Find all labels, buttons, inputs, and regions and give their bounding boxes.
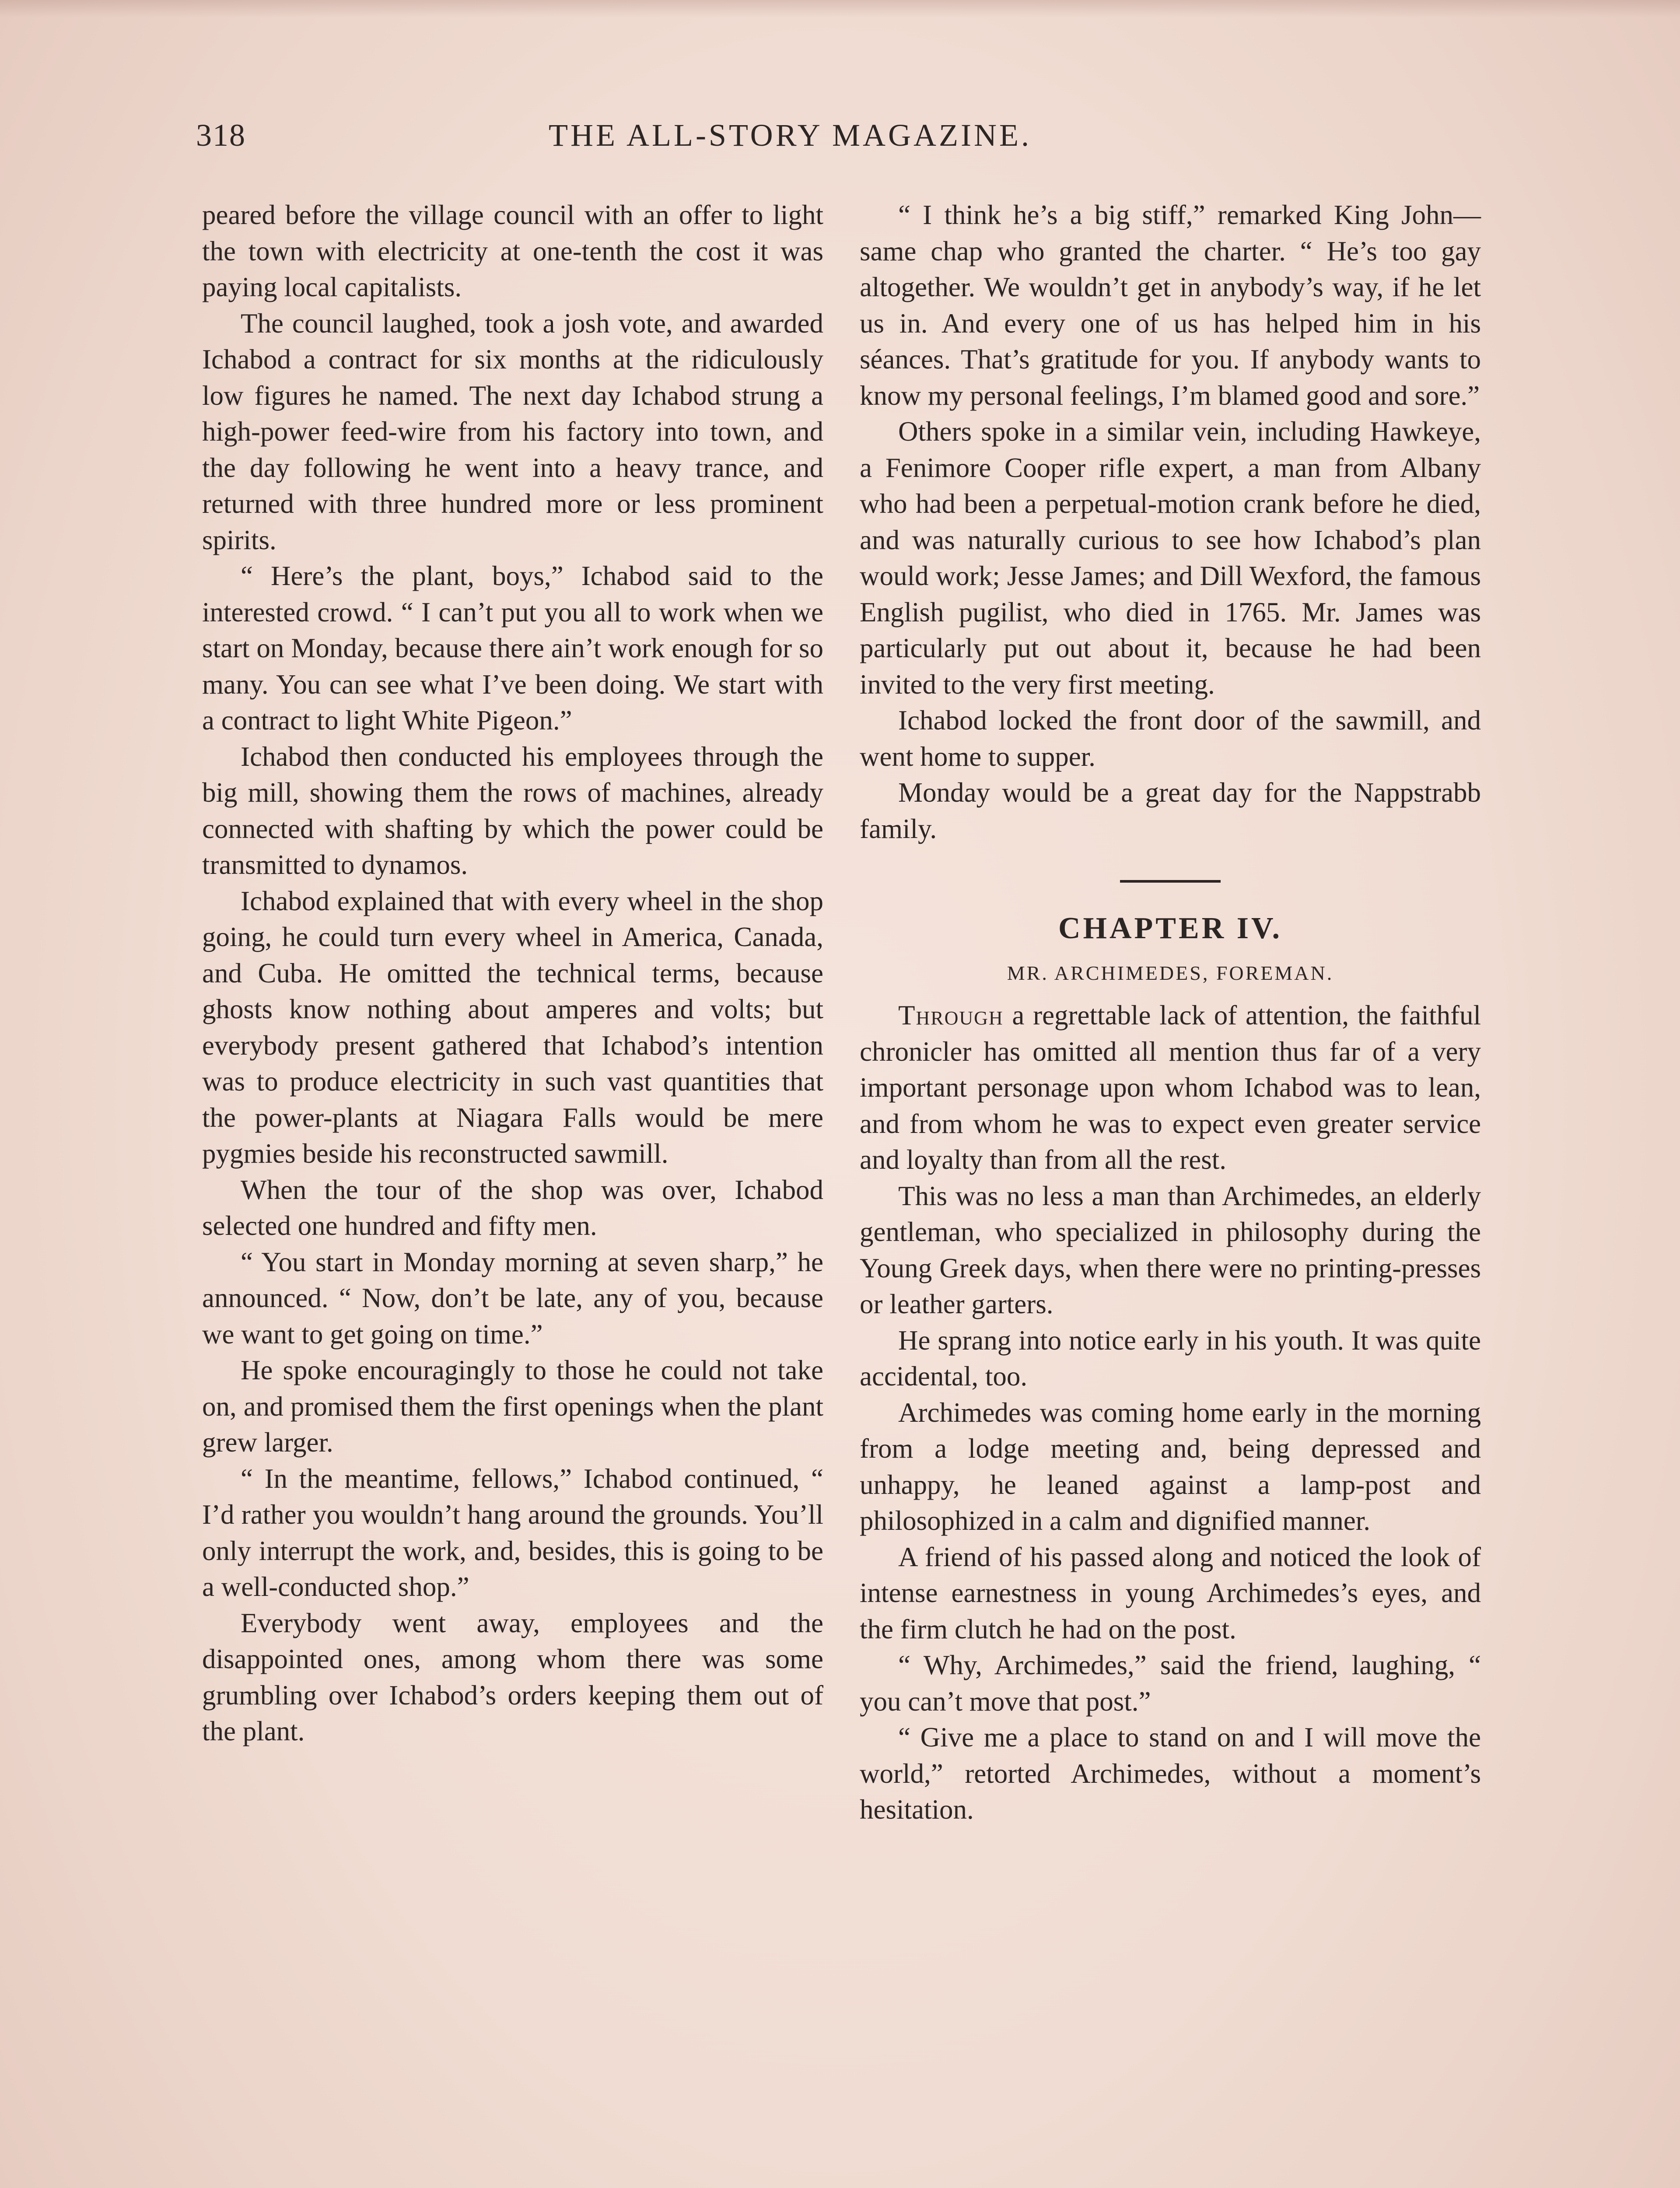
paragraph: peared before the village council with an offer to light the town with electricity at one-tenth the cost it was paying local capitalists. <box>202 200 823 302</box>
page-number: 318 <box>196 118 246 153</box>
paragraph: He sprang into notice early in his youth. It was quite accidental, too. <box>860 1325 1481 1392</box>
paragraph: Archimedes was coming home early in the morning from a lodge meeting and, being depressed and unhappy, he leaned against a lamp-post and philosophized in a calm and dignified manner. <box>860 1397 1481 1536</box>
paragraph: He spoke encouragingly to those he could not take on, and promised them the first openings when the plant grew larger. <box>202 1355 823 1458</box>
paragraph: This was no less a man than Archimedes, an elderly gentleman, who specialized in philosophy during the Young Greek days, when there were no printing-presses or leather garters. <box>860 1180 1481 1319</box>
paragraph: Everybody went away, employees and the disappointed ones, among whom there was some grumbling over Ichabod’s orders keeping them out of the plant. <box>202 1607 823 1746</box>
right-column <box>860 197 1481 1828</box>
paragraph: “ Give me a place to stand on and I will move the world,” retorted Archimedes, without a moment’s hesitation. <box>860 1722 1481 1825</box>
section-divider <box>1120 880 1221 883</box>
left-column <box>202 197 823 1750</box>
paragraph: Ichabod locked the front door of the sawmill, and went home to supper. <box>860 705 1481 772</box>
paragraph: A friend of his passed along and noticed the look of intense earnestness in young Archimedes’s eyes, and the firm clutch he had on the post. <box>860 1541 1481 1645</box>
chapter-title: CHAPTER IV. <box>1058 912 1282 945</box>
paragraph: “ I think he’s a big stiff,” remarked King John—same chap who granted the charter. “ He’s too gay altogether. We wouldn’t get in anybody’s way, if he let us in. And every one of us has helped him in his séances. That’s gratitude for you. If anybody wants to know my personal feelings, I’m blamed good and sore.” <box>860 200 1481 411</box>
paragraph: “ Why, Archimedes,” said the friend, laughing, “ you can’t move that post.” <box>860 1650 1481 1717</box>
paragraph: When the tour of the shop was over, Ichabod selected one hundred and fifty men. <box>202 1174 823 1241</box>
paragraph: Ichabod then conducted his employees through the big mill, showing them the rows of machines, already connected with shafting by which the power could be transmitted to dynamos. <box>202 741 823 880</box>
paragraph: “ Here’s the plant, boys,” Ichabod said to the interested crowd. “ I can’t put you all to work when we start on Monday, because there ain’t work enough for so many. You can see what I’ve been doing. We start with a contract to light White Pigeon.” <box>202 561 823 736</box>
paragraph: Monday would be a great day for the Nappstrabb family. <box>860 777 1481 844</box>
page-edge-shadow <box>0 0 1680 18</box>
paragraph: “ You start in Monday morning at seven sharp,” he announced. “ Now, don’t be late, any of you, because we want to get going on time.” <box>202 1246 823 1350</box>
paragraph: Others spoke in a similar vein, including Hawkeye, a Fenimore Cooper rifle expert, a man from Albany who had been a perpetual-motion crank before he died, and was naturally curious to see how Ichabod’s plan would work; Jesse James; and Dill Wexford, the famous English pugilist, who died in 1765. Mr. James was particularly put out about it, because he had been invited to the very first meeting. <box>860 416 1481 700</box>
chapter-subtitle: MR. ARCHIMEDES, FOREMAN. <box>1007 962 1334 984</box>
opening-paragraph-text: a regrettable lack of attention, the faithful chronicler has omitted all mention thus far of a very important personage upon whom Ichabod was to lean, and from whom he was to expect even greater service and loyalty than from all the rest. <box>860 1000 1481 1175</box>
running-head: THE ALL-STORY MAGAZINE. <box>549 118 1032 153</box>
paragraph: The council laughed, took a josh vote, and awarded Ichabod a contract for six months at the ridiculously low figures he named. The next day Ichabod strung a high-power feed-wire from his factory into town, and the day following he went into a heavy trance, and returned with three hundred more or less prominent spirits. <box>202 308 823 555</box>
chapter-opening-paragraph <box>860 997 1481 1178</box>
paragraph: Ichabod explained that with every wheel in the shop going, he could turn every wheel in America, Canada, and Cuba. He omitted the technical terms, because ghosts know nothing about amperes and volts; but everybody present gathered that Ichabod’s intention was to produce electricity in such vast quantities that the power-plants at Niagara Falls would be mere pygmies beside his reconstructed sawmill. <box>202 885 823 1169</box>
opening-word: Through <box>898 1000 1004 1031</box>
paragraph: “ In the meantime, fellows,” Ichabod continued, “ I’d rather you wouldn’t hang around the grounds. You’ll only interrupt the work, and, besides, this is going to be a well-conducted shop.” <box>202 1463 823 1602</box>
page-header <box>196 117 1491 165</box>
